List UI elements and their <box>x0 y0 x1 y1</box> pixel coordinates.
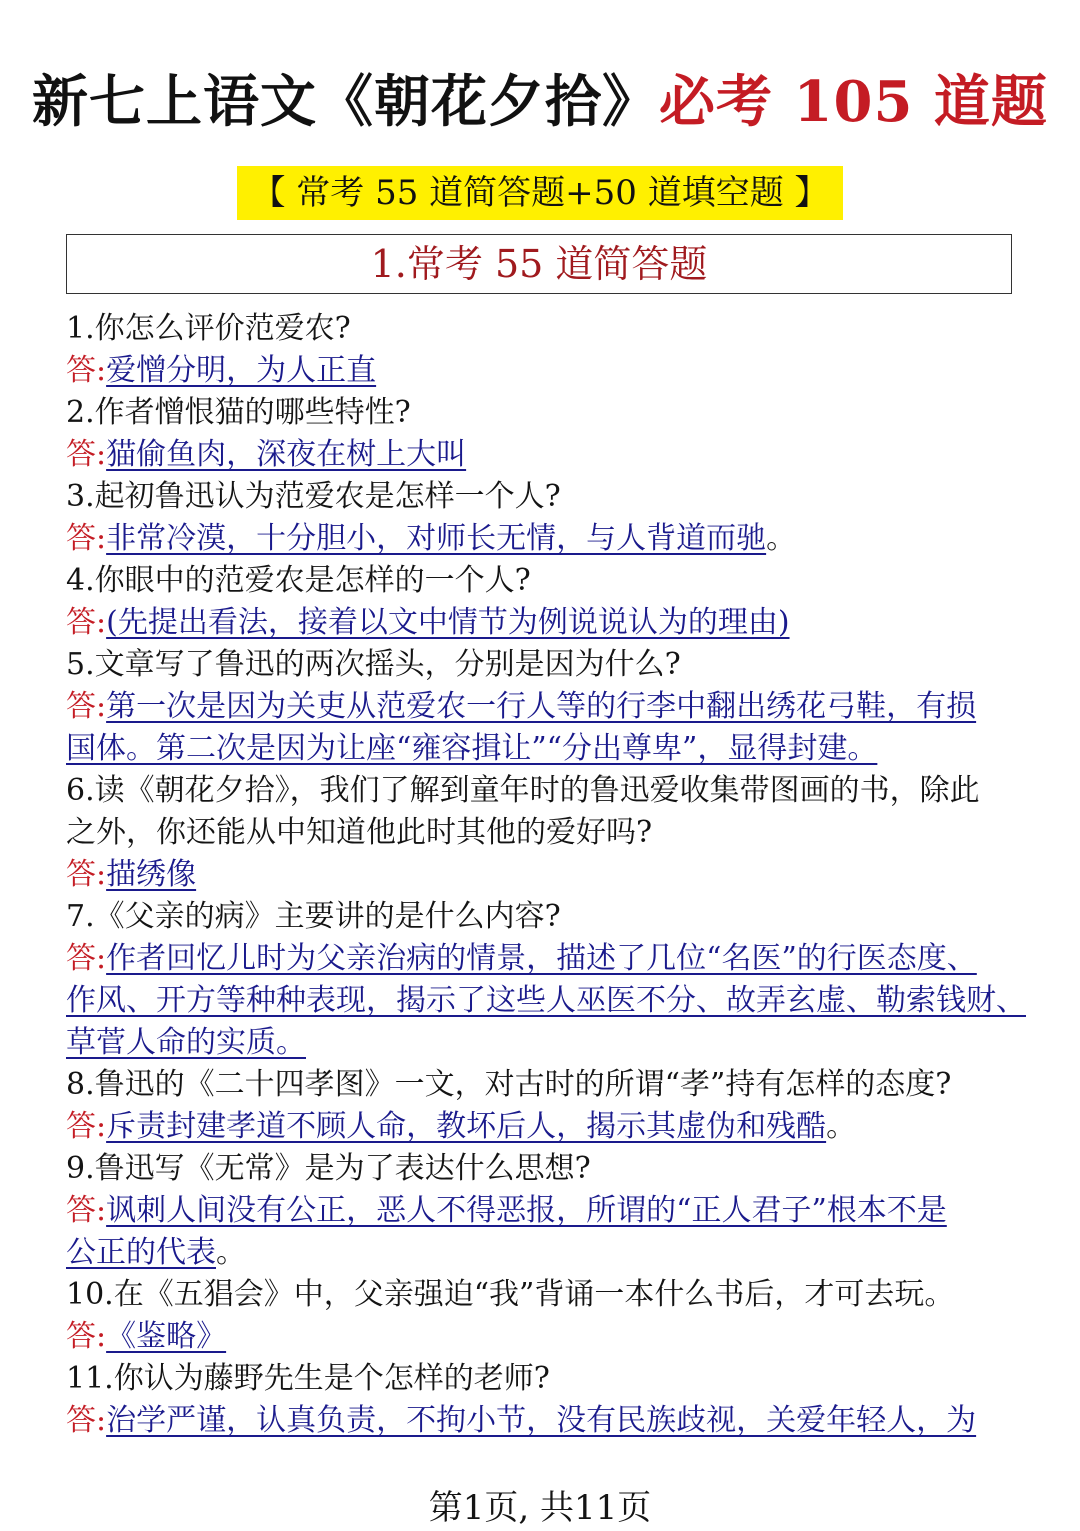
answer-text: 斥责封建孝道不顾人命，教坏后人，揭示其虚伪和残酷 <box>106 1109 827 1144</box>
answer-label: 答: <box>66 521 107 556</box>
answer-line <box>66 1316 1016 1358</box>
subtitle-banner <box>0 166 1080 220</box>
answer-text: 国体。第二次是因为让座“雍容揖让”“分出尊卑”，显得封建。 <box>66 731 878 766</box>
qa-item <box>66 1274 1016 1358</box>
page-footer: 第1页, 共11页 <box>428 1488 652 1528</box>
answer-line <box>66 1400 1016 1442</box>
title-main: 新七上语文《朝花夕拾》 <box>32 69 660 135</box>
answer-line <box>66 980 1026 1022</box>
answer-line <box>66 1190 1016 1232</box>
question-line: 2.作者憎恨猫的哪些特性? <box>66 395 411 430</box>
qa-item <box>66 392 1016 476</box>
question-line: 8.鲁迅的《二十四孝图》一文，对古时的所谓“孝”持有怎样的态度? <box>66 1067 952 1102</box>
answer-text: (先提出看法，接着以文中情节为例说说认为的理由) <box>106 605 790 640</box>
answer-line <box>66 854 1016 896</box>
title-highlight: 必考 105 道题 <box>659 69 1048 135</box>
answer-text: 描绣像 <box>106 857 197 892</box>
answer-text: 作风、开方等种种表现，揭示了这些人巫医不分、故弄玄虚、勒索钱财、 <box>66 983 1026 1018</box>
answer-punctuation: 。 <box>826 1109 857 1144</box>
qa-item <box>66 308 1016 392</box>
answer-text: 非常冷漠，十分胆小，对师长无情，与人背道而驰 <box>106 521 767 556</box>
answer-text: 爱憎分明，为人正直 <box>106 353 377 388</box>
answer-line <box>66 1232 1016 1274</box>
answer-label: 答: <box>66 1403 107 1438</box>
answer-label: 答: <box>66 353 107 388</box>
document-title <box>0 62 1080 142</box>
qa-item <box>66 644 1016 770</box>
answer-label: 答: <box>66 941 107 976</box>
answer-label: 答: <box>66 857 107 892</box>
answer-line <box>66 602 1016 644</box>
answer-text: 第一次是因为关吏从范爱农一行人等的行李中翻出绣花弓鞋，有损 <box>106 689 977 724</box>
qa-item <box>66 770 1016 896</box>
answer-label: 答: <box>66 1319 107 1354</box>
answer-punctuation: 。 <box>216 1235 246 1270</box>
answer-text: 草菅人命的实质。 <box>66 1025 306 1060</box>
answer-text: 公正的代表 <box>66 1235 216 1270</box>
qa-item <box>66 1064 1016 1148</box>
answer-line <box>66 728 1016 770</box>
answer-text: 作者回忆儿时为父亲治病的情景，描述了几位“名医”的行医态度、 <box>106 941 977 976</box>
answer-line <box>66 518 1016 560</box>
answer-line <box>66 1022 1016 1064</box>
answer-label: 答: <box>66 437 107 472</box>
qa-item <box>66 896 1026 1064</box>
answer-label: 答: <box>66 689 107 724</box>
qa-item <box>66 1148 1016 1274</box>
question-line: 6.读《朝花夕拾》，我们了解到童年时的鲁迅爱收集带图画的书，除此 <box>66 773 980 808</box>
question-line: 4.你眼中的范爱农是怎样的一个人? <box>66 563 531 598</box>
answer-line <box>66 350 1016 392</box>
question-line: 10.在《五猖会》中，父亲强迫“我”背诵一本什么书后，才可去玩。 <box>66 1277 955 1312</box>
answer-label: 答: <box>66 605 107 640</box>
qa-list <box>66 308 1026 1442</box>
question-line: 11.你认为藤野先生是个怎样的老师? <box>66 1361 550 1396</box>
question-line: 3.起初鲁迅认为范爱农是怎样一个人? <box>66 479 561 514</box>
answer-punctuation: 。 <box>766 521 797 556</box>
question-line: 之外，你还能从中知道他此时其他的爱好吗? <box>66 815 653 850</box>
answer-line <box>66 686 1016 728</box>
answer-text: 治学严谨，认真负责，不拘小节，没有民族歧视，关爱年轻人，为 <box>106 1403 977 1438</box>
answer-line <box>66 434 1016 476</box>
answer-text: 《鉴略》 <box>106 1319 227 1354</box>
question-line: 9.鲁迅写《无常》是为了表达什么思想? <box>66 1151 591 1186</box>
answer-label: 答: <box>66 1109 107 1144</box>
section-heading: 1.常考 55 道简答题 <box>66 234 1012 294</box>
question-line: 5.文章写了鲁迅的两次摇头，分别是因为什么? <box>66 647 681 682</box>
question-line: 7.《父亲的病》主要讲的是什么内容? <box>66 899 561 934</box>
qa-item <box>66 476 1016 560</box>
question-line: 1.你怎么评价范爱农? <box>66 311 351 346</box>
answer-text: 讽刺人间没有公正，恶人不得恶报，所谓的“正人君子”根本不是 <box>106 1193 947 1228</box>
answer-line <box>66 1106 1016 1148</box>
answer-line <box>66 938 1016 980</box>
answer-label: 答: <box>66 1193 107 1228</box>
qa-item <box>66 1358 1016 1442</box>
answer-text: 猫偷鱼肉，深夜在树上大叫 <box>106 437 467 472</box>
qa-item <box>66 560 1016 644</box>
subtitle-text: 【 常考 55 道简答题+50 道填空题 】 <box>237 166 842 220</box>
